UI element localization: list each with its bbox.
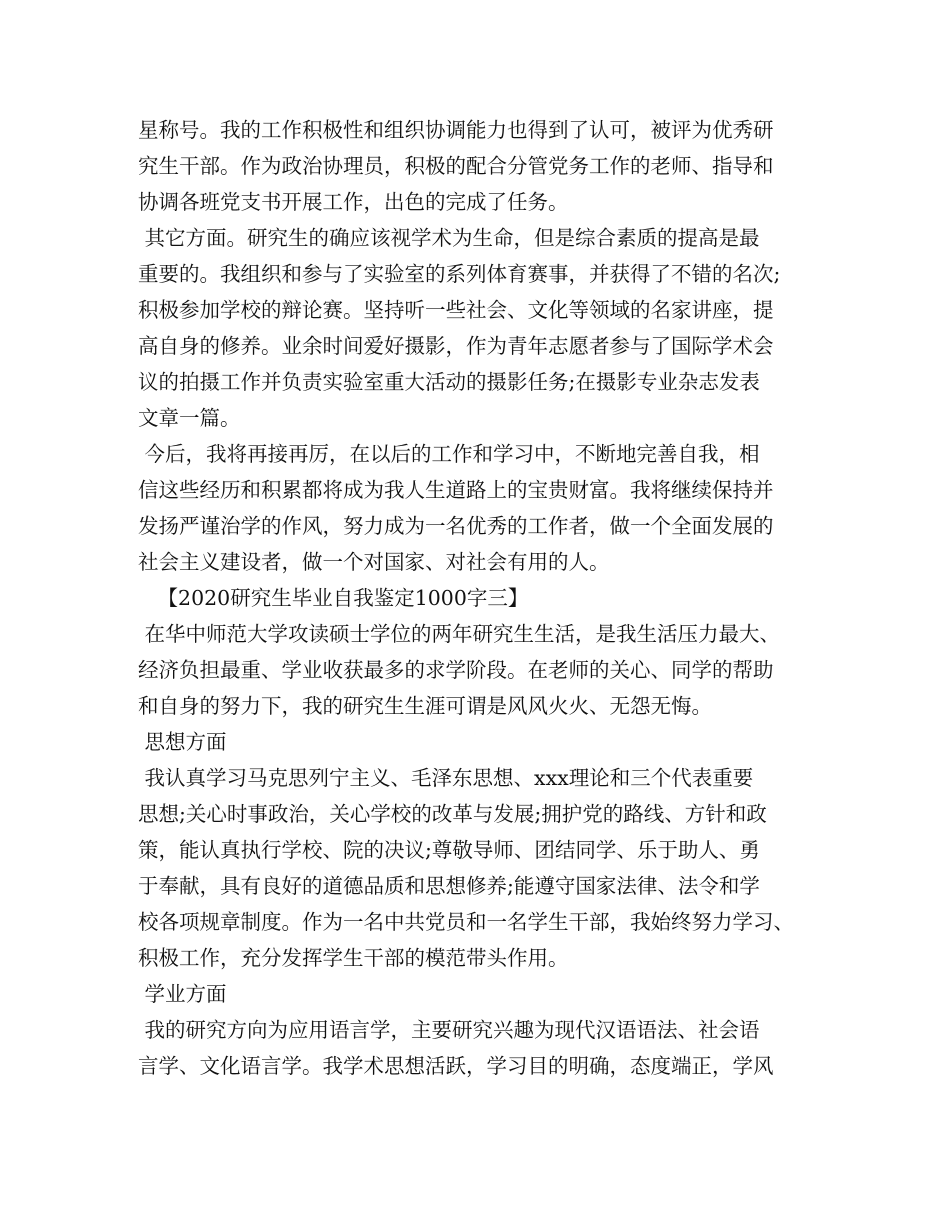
text-line: 高自身的修养。业余时间爱好摄影，作为青年志愿者参与了国际学术会 (138, 334, 774, 358)
text-line: 我的研究方向为应用语言学，主要研究兴趣为现代汉语语法、社会语 (138, 1018, 760, 1042)
text-line: 在华中师范大学攻读硕士学位的两年研究生生活，是我生活压力最大、 (138, 622, 781, 646)
text-line: 其它方面。研究生的确应该视学术为生命，但是综合素质的提高是最 (138, 226, 760, 250)
text-line: 发扬严谨治学的作风，努力成为一名优秀的工作者，做一个全面发展的 (138, 514, 774, 538)
text-line: 积极参加学校的辩论赛。坚持听一些社会、文化等领域的名家讲座，提 (138, 298, 774, 322)
text-line: 社会主义建设者，做一个对国家、对社会有用的人。 (138, 550, 610, 574)
text-line: 和自身的努力下，我的研究生生涯可谓是风风火火、无怨无悔。 (138, 694, 712, 718)
text-line: 星称号。我的工作积极性和组织协调能力也得到了认可，被评为优秀研 (138, 118, 774, 142)
text-line: 信这些经历和积累都将成为我人生道路上的宝贵财富。我将继续保持并 (138, 478, 774, 502)
text-line: 言学、文化语言学。我学术思想活跃，学习目的明确，态度端正，学风 (138, 1054, 774, 1078)
section-heading: 【2020研究生毕业自我鉴定1000字三】 (138, 586, 529, 610)
subsection-heading: 学业方面 (138, 982, 227, 1006)
text-line: 究生干部。作为政治协理员，积极的配合分管党务工作的老师、指导和 (138, 154, 774, 178)
text-line: 重要的。我组织和参与了实验室的系列体育赛事，并获得了不错的名次; (138, 262, 781, 286)
subsection-heading: 思想方面 (138, 730, 227, 754)
text-line: 校各项规章制度。作为一名中共党员和一名学生干部，我始终努力学习、 (138, 910, 794, 934)
text-line: 于奉献，具有良好的道德品质和思想修养;能遵守国家法律、法令和学 (138, 874, 760, 898)
text-line: 思想;关心时事政治，关心学校的改革与发展;拥护党的路线、方针和政 (138, 802, 767, 826)
text-line: 经济负担最重、学业收获最多的求学阶段。在老师的关心、同学的帮助 (138, 658, 774, 682)
text-line: 议的拍摄工作并负责实验室重大活动的摄影任务;在摄影专业杂志发表 (138, 370, 760, 394)
text-line: 积极工作，充分发挥学生干部的模范带头作用。 (138, 946, 569, 970)
body-text (138, 112, 838, 1084)
text-line: 我认真学习马克思列宁主义、毛泽东思想、xxx理论和三个代表重要 (138, 766, 754, 790)
text-line: 文章一篇。 (138, 406, 241, 430)
text-line: 策，能认真执行学校、院的决议;尊敬导师、团结同学、乐于助人、勇 (138, 838, 760, 862)
text-line: 协调各班党支书开展工作，出色的完成了任务。 (138, 190, 569, 214)
text-line: 今后，我将再接再厉，在以后的工作和学习中，不断地完善自我，相 (138, 442, 760, 466)
